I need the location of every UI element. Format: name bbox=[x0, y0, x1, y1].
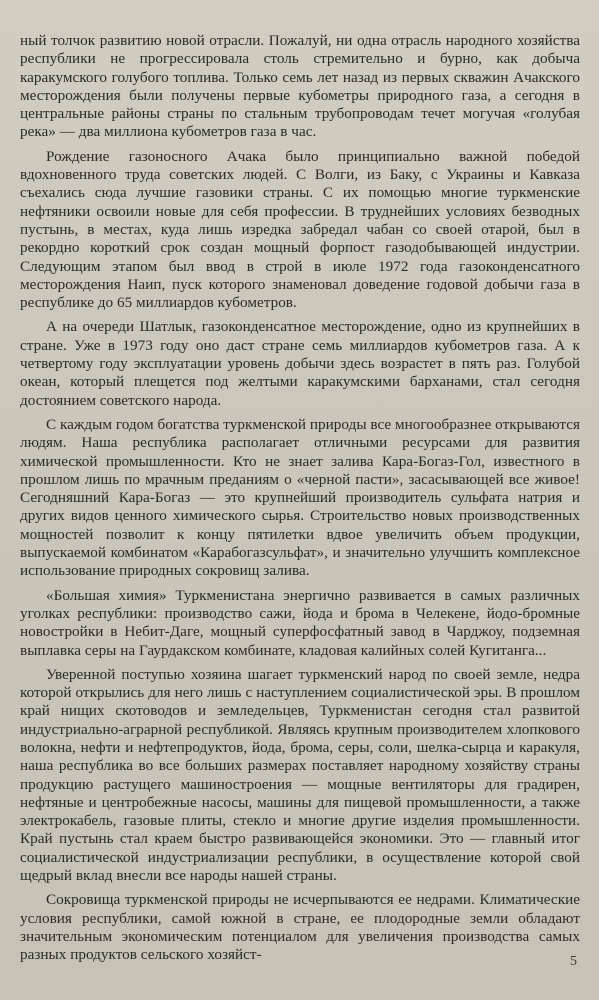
paragraph-1: ный толчок развитию новой отрасли. Пожалуй, ни одна отрасль народного хозяйства республики не прогрессировала столь стремительно и бурно, как добыча каракумского голубого топлива. Только семь лет назад из первых скважин Ачакского месторождения были получены первые кубометры природного газа, а сегодня в центральные районы страны по стальным трубопроводам течет могучая «голубая река» — два миллиона кубометров газа в час. bbox=[20, 32, 580, 141]
body-text bbox=[20, 32, 580, 965]
page-number: 5 bbox=[570, 954, 577, 969]
paragraph-4: С каждым годом богатства туркменской природы все многообразнее открываются людям. Наша республика располагает отличными ресурсами для развития химической промышленности. Кто не знает залива Кара-Богаз-Гол, известного в прошлом лишь по мрачным преданиям о «черной пасти», засасывающей все живое! Сегодняшний Кара-Богаз — это крупнейший производитель сульфата натрия и других видов ценного химического сырья. Строительство новых производственных мощностей позволит к концу пятилетки вдвое увеличить объем продукции, выпускаемой комбинатом «Карабогазсульфат», и значительно улучшить комплексное использование природных сокровищ залива. bbox=[20, 415, 580, 580]
paragraph-2: Рождение газоносного Ачака было принципиально важной победой вдохновенного труда советских людей. С Волги, из Баку, с Украины и Кавказа съехались сюда лучшие газовики страны. С их помощью многие туркменские нефтяники освоили новые для себя профессии. В труднейших условиях безводных пустынь, в местах, куда лишь изредка забредал чабан со своей отарой, был в рекордно короткий срок создан мощный форпост газодобывающей индустрии. Следующим этапом был ввод в строй в июле 1972 года газоконденсатного месторождения Наип, пуск которого знаменовал доведение годовой добычи газа в республике до 65 миллиардов кубометров. bbox=[20, 147, 580, 312]
paragraph-7: Сокровища туркменской природы не исчерпываются ее недрами. Климатические условия республики, самой южной в стране, ее плодородные земли обладают значительным экономическим потенциалом для увеличения производства самых разных продуктов сельского хозяйст- bbox=[20, 891, 580, 964]
paragraph-3: А на очереди Шатлык, газоконденсатное месторождение, одно из крупнейших в стране. Уже в 1973 году оно даст стране семь миллиардов кубометров газа. А к четвертому году эксплуатации уровень добычи здесь возрастет в пять раз. Голубой океан, который плещется под желтыми каракумскими барханами, стал сегодня достоянием советского народа. bbox=[20, 318, 580, 409]
paragraph-5: «Большая химия» Туркменистана энергично развивается в самых различных уголках республики: производство сажи, йода и брома в Челекене, йодо-бромные новостройки в Небит-Даге, мощный суперфосфатный завод в Чарджоу, подземная выплавка серы на Гаурдакском комбинате, кладовая калийных солей Кугитанга... bbox=[20, 586, 580, 659]
paragraph-6: Уверенной поступью хозяина шагает туркменский народ по своей земле, недра которой открылись для него лишь с наступлением социалистической эры. В прошлом край нищих скотоводов и земледельцев, Туркменистан сегодня стал развитой индустриально-аграрной республикой. Являясь крупным производителем хлопкового волокна, нефти и нефтепродуктов, йода, брома, серы, соли, шелка-сырца и каракуля, наша республика во все больших размерах поставляет народному хозяйству страны продукцию растущего машиностроения — мощные вентиляторы для градирен, нефтяные и центробежные насосы, машины для пищевой промышленности, а также электрокабель, газовые плиты, стекло и многие другие изделия промышленности. Край пустынь стал краем быстро развивающейся экономики. Это — главный итог социалистической индустриализации республики, в осуществление которой свой щедрый вклад внесли все народы нашей страны. bbox=[20, 665, 580, 885]
